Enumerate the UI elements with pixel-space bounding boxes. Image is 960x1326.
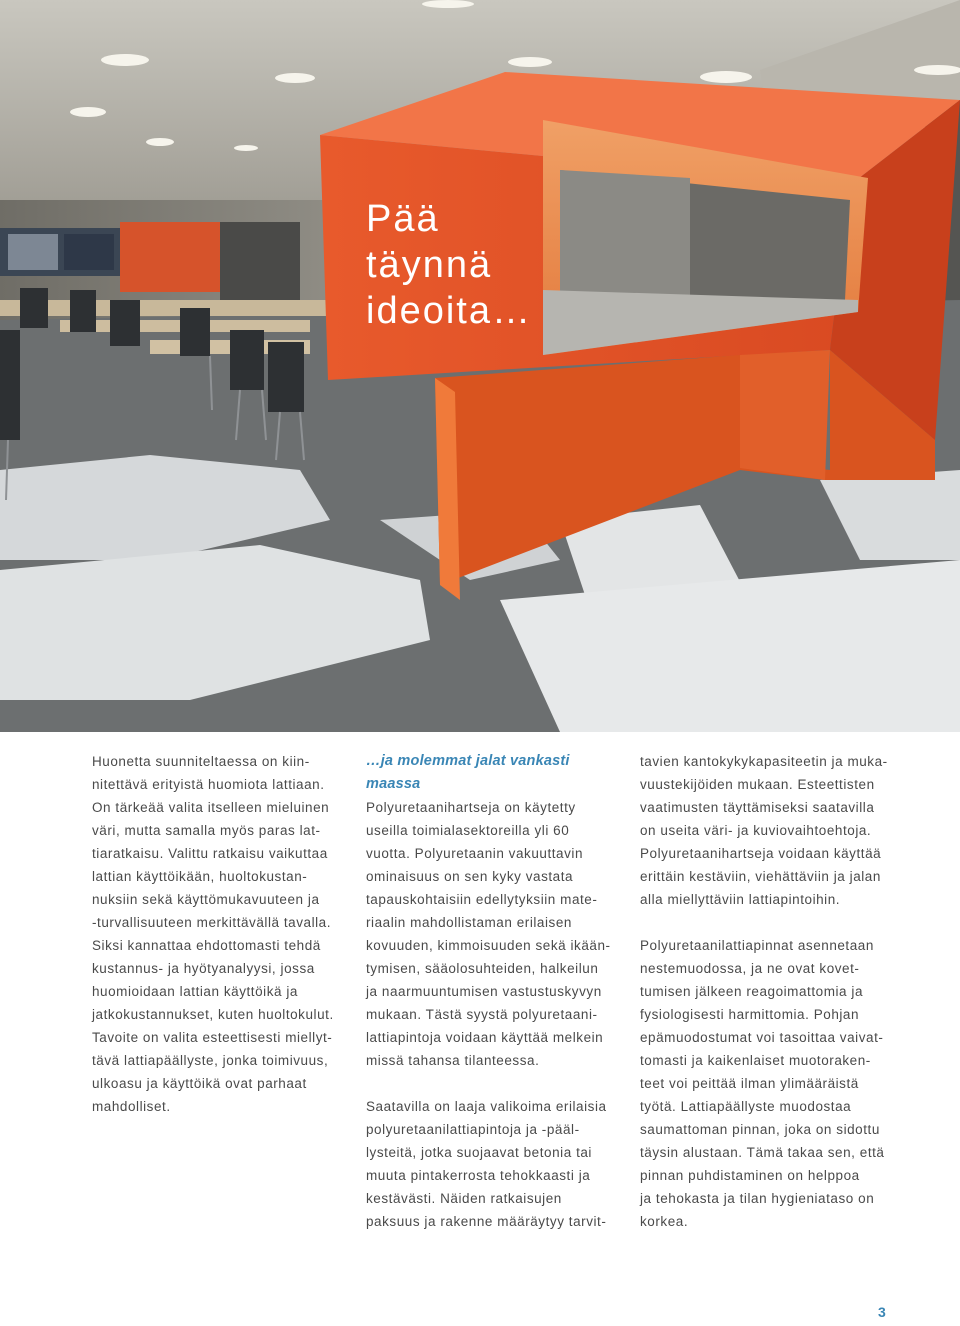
body-line: tumisen jälkeen reagoimattomia ja [640, 984, 864, 999]
paragraph-gap [366, 1072, 621, 1095]
body-line: paksuus ja rakenne määräytyy tarvit- [366, 1214, 607, 1229]
body-line: Siksi kannattaa ehdottomasti tehdä [92, 938, 321, 953]
body-line: erittäin kestäviin, viehättäviin ja jalan [640, 869, 881, 884]
body-line: vaatimusten täyttämiseksi saatavilla [640, 800, 875, 815]
body-line: tiaratkaisu. Valittu ratkaisu vaikuttaa [92, 846, 328, 861]
page-number: 3 [878, 1304, 886, 1320]
body-line: tavien kantokykykapasiteetin ja muka- [640, 754, 888, 769]
body-line: on useita väri- ja kuviovaihtoehtoja. [640, 823, 872, 838]
section-subheading: …ja molemmat jalat vankasti [366, 753, 570, 769]
body-line: saumattoman pinnan, joka on sidottu [640, 1122, 880, 1137]
body-line: tymisen, sääolosuhteiden, halkeilun [366, 961, 599, 976]
headline-line: ideoita… [366, 290, 532, 332]
body-line: ja naarmuuntumisen vastustuskyvyn [366, 984, 602, 999]
body-line: täysin alustaan. Tämä takaa sen, että [640, 1145, 885, 1160]
body-line: ja tehokasta ja tilan hygieniataso on [640, 1191, 875, 1206]
body-line: On tärkeää valita itselleen mieluinen [92, 800, 330, 815]
page-headline [366, 196, 532, 334]
body-line: tapauskohtaisiin edellytyksiin mate- [366, 892, 598, 907]
body-line: lattian käyttöikään, huoltokustan- [92, 869, 308, 884]
body-line: muuta pintakerrosta tehokkaasti ja [366, 1168, 591, 1183]
paragraph-gap [640, 911, 895, 934]
doorway [220, 222, 300, 302]
body-line: nitettävä erityistä huomiota lattiaan. [92, 777, 325, 792]
body-line: tomasti ja kaikenlaiset muotoraken- [640, 1053, 871, 1068]
headline-line: Pää [366, 198, 440, 240]
body-line: pinnan puhdistaminen on helppoa [640, 1168, 860, 1183]
body-line: vuotta. Polyuretaanin vakuuttavin [366, 846, 584, 861]
body-line: useilla toimialasektoreilla yli 60 [366, 823, 570, 838]
body-line: korkea. [640, 1214, 689, 1229]
body-line: Huonetta suunniteltaessa on kiin- [92, 754, 310, 769]
body-line: jatkokustannukset, kuten huoltokulut. [92, 1007, 334, 1022]
body-line: mahdolliset. [92, 1099, 171, 1114]
body-line: alla miellyttäviin lattiapintoihin. [640, 892, 841, 907]
body-line: kustannus- ja hyötyanalyysi, jossa [92, 961, 315, 976]
body-line: kestävästi. Näiden ratkaisujen [366, 1191, 562, 1206]
body-line: lattiapintoja voidaan käyttää melkein [366, 1030, 604, 1045]
body-line: missä tahansa tilanteessa. [366, 1053, 540, 1068]
body-line: Polyuretaanihartseja on käytetty [366, 800, 576, 815]
body-line: epämuodostumat voi tasoittaa vaivat- [640, 1030, 884, 1045]
body-line: mukaan. Tästä syystä polyuretaani- [366, 1007, 598, 1022]
body-line: tävä lattiapäällyste, jonka toimivuus, [92, 1053, 329, 1068]
headline-line: täynnä [366, 244, 493, 286]
body-line: riaalin mahdollistaman erilaisen [366, 915, 572, 930]
body-line: ominaisuus on sen kyky vastata [366, 869, 574, 884]
section-subheading: maassa [366, 776, 421, 792]
body-line: teet voi peittää ilman ylimääräistä [640, 1076, 859, 1091]
body-line: työtä. Lattiapäällyste muodostaa [640, 1099, 852, 1114]
window-pane [8, 234, 58, 270]
body-line: nuksiin sekä käyttömukavuuteen ja [92, 892, 320, 907]
body-line: ulkoasu ja käyttöikä ovat parhaat [92, 1076, 307, 1091]
body-line: polyuretaanilattiapintoja ja -pääl- [366, 1122, 580, 1137]
body-line: nestemuodossa, ja ne ovat kovet- [640, 961, 860, 976]
body-line: Saatavilla on laaja valikoima erilaisia [366, 1099, 607, 1114]
body-line: Polyuretaanilattiapinnat asennetaan [640, 938, 874, 953]
body-line: -turvallisuuteen merkittävällä tavalla. [92, 915, 332, 930]
body-line: Polyuretaanihartseja voidaan käyttää [640, 846, 882, 861]
window-pane [64, 234, 114, 270]
orange-wall-panel [120, 222, 220, 292]
body-line: väri, mutta samalla myös paras lat- [92, 823, 321, 838]
text-column-2 [366, 750, 621, 1233]
text-column-3 [640, 750, 895, 1233]
body-line: vuustekijöiden mukaan. Esteettisten [640, 777, 875, 792]
body-line: fysiologisesti harmittomia. Pohjan [640, 1007, 860, 1022]
body-line: Tavoite on valita esteettisesti miellyt- [92, 1030, 333, 1045]
body-line: kovuuden, kimmoisuuden sekä ikään- [366, 938, 611, 953]
body-line: huomioidaan lattian käyttöikä ja [92, 984, 298, 999]
text-column-1 [92, 750, 342, 1118]
body-line: lysteitä, jotka suojaavat betonia tai [366, 1145, 592, 1160]
